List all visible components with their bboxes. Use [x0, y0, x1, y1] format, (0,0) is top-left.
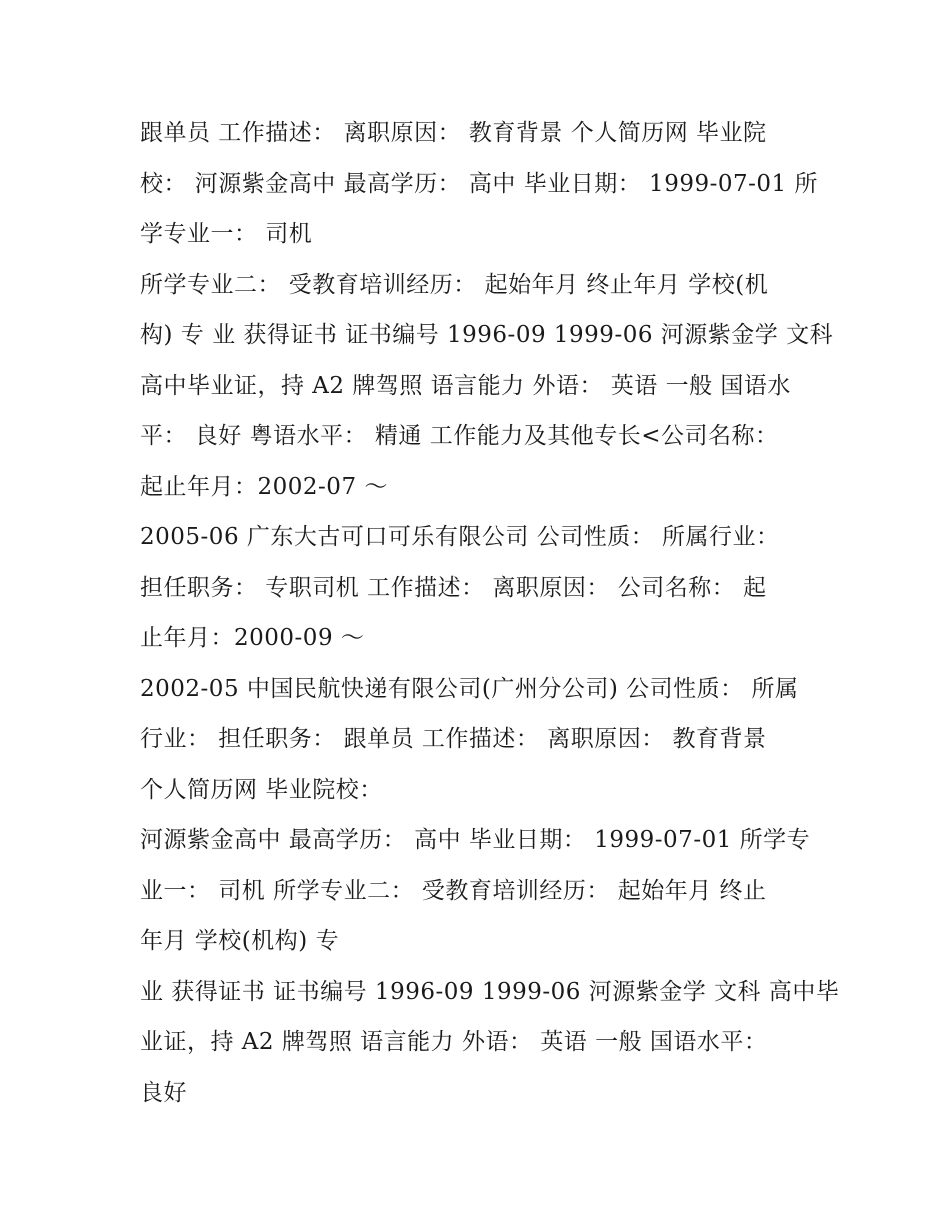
text-line: 行业： 担任职务： 跟单员 工作描述： 离职原因： 教育背景 — [140, 726, 767, 752]
text-line: 止年月：2000-09 ～ — [140, 625, 365, 651]
text-line: 良好 — [140, 1079, 187, 1106]
text-line: 个人简历网 毕业院校： — [140, 776, 383, 803]
text-line: 构) 专 业 获得证书 证书编号 1996-09 1999-06 河源紫金学 文科 — [140, 322, 834, 348]
text-line: 学专业一： 司机 — [140, 221, 313, 247]
text-line: 2002-05 中国民航快递有限公司(广州分公司) 公司性质： 所属 — [140, 675, 799, 702]
text-line: 担任职务： 专职司机 工作描述： 离职原因： 公司名称： 起 — [140, 574, 767, 601]
text-line: 高中毕业证，持 A2 牌驾照 语言能力 外语： 英语 一般 国语水 — [140, 372, 791, 399]
text-line: 起止年月：2002-07 ～ — [140, 473, 388, 500]
text-line: 平： 良好 粤语水平： 精通 工作能力及其他专长<公司名称： — [140, 423, 779, 449]
text-line: 所学专业二： 受教育培训经历： 起始年月 终止年月 学校(机 — [140, 271, 769, 298]
text-line: 年月 学校(机构) 专 — [140, 928, 340, 954]
text-line: 业证，持 A2 牌驾照 语言能力 外语： 英语 一般 国语水平： — [140, 1029, 768, 1055]
text-line: 业一： 司机 所学专业二： 受教育培训经历： 起始年月 终止 — [140, 877, 767, 904]
text-line: 河源紫金高中 最高学历： 高中 毕业日期： 1999-07-01 所学专 — [140, 827, 811, 853]
text-line: 跟单员 工作描述： 离职原因： 教育背景 个人简历网 毕业院 — [140, 120, 767, 146]
text-line: 2005-06 广东大古可口可乐有限公司 公司性质： 所属行业： — [140, 524, 780, 550]
text-line: 校： 河源紫金高中 最高学历： 高中 毕业日期： 1999-07-01 所 — [140, 170, 818, 197]
text-line: 业 获得证书 证书编号 1996-09 1999-06 河源紫金学 文科 高中毕 — [140, 978, 840, 1005]
document-body — [140, 108, 840, 1118]
